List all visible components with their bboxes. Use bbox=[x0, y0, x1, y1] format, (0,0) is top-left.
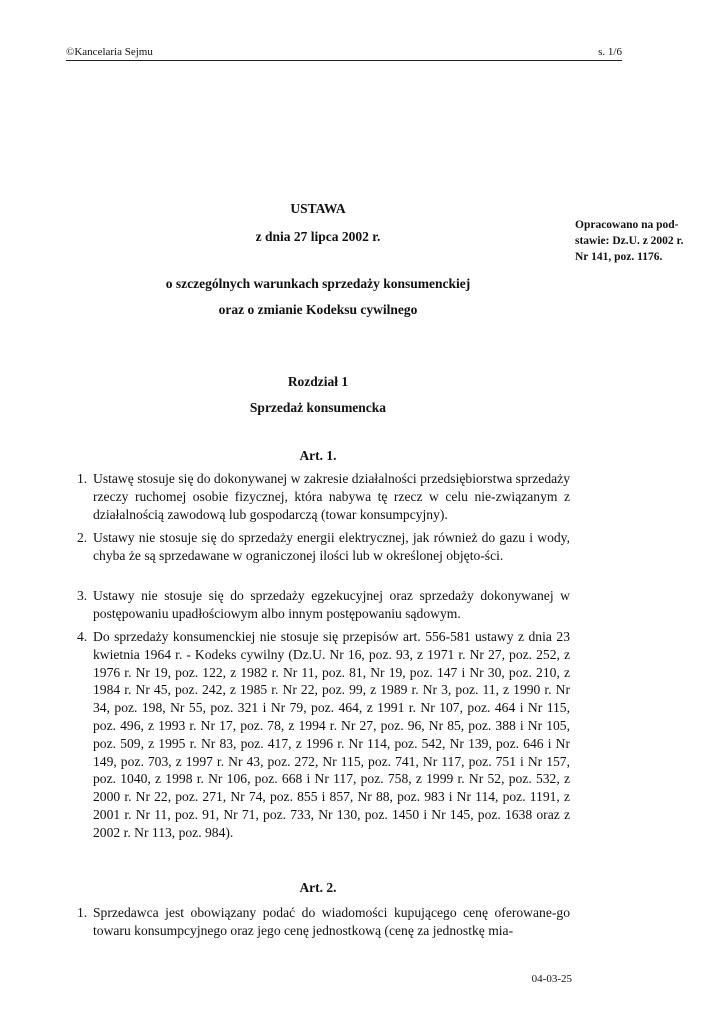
article-1-heading: Art. 1. bbox=[299, 448, 337, 463]
footer-date: 04-03-25 bbox=[531, 973, 572, 985]
act-subject-line1: o szczególnych warunkach sprzedaży konsumenckiej bbox=[165, 276, 471, 291]
act-subject-line2: oraz o zmianie Kodeksu cywilnego bbox=[218, 302, 418, 317]
act-date: z dnia 27 lipca 2002 r. bbox=[255, 229, 381, 244]
article-2-heading: Art. 2. bbox=[299, 880, 337, 895]
page-header bbox=[66, 46, 622, 61]
chapter-name: Sprzedaż konsumencka bbox=[249, 400, 387, 415]
article-1-paragraph-4 bbox=[66, 628, 570, 842]
act-title: USTAWA bbox=[290, 201, 346, 216]
paragraph-text: Ustawy nie stosuje się do sprzedaży egzekucyjnej oraz sprzedaży dokonywanej w postępowaniu upadłościowym albo innym postępowaniu sądowym. bbox=[93, 588, 570, 621]
paragraph-text: Do sprzedaży konsumenckiej nie stosuje się przepisów art. 556-581 ustawy z dnia 23 kwietnia 1964 r. - Kodeks cywilny (Dz.U. Nr 16, poz. 93, z 1971 r. Nr 27, poz. 252, z 1976 r. Nr 19, poz. 122, z 1982 r. Nr 11, poz. 81, Nr 19, poz. 147 i Nr 30, poz. 210, z 1984 r. Nr 45, poz. 242, z 1985 r. Nr 22, poz. 99, z 1989 r. Nr 3, poz. 11, z 1990 r. Nr 34, poz. 198, Nr 55, poz. 321 i Nr 79, poz. 464, z 1991 r. Nr 107, poz. 464 i Nr 115, poz. 496, z 1993 r. Nr 17, poz. 78, z 1994 r. Nr 27, poz. 96, Nr 85, poz. 388 i Nr 105, poz. 509, z 1995 r. Nr 83, poz. 417, z 1996 r. Nr 114, poz. 542, Nr 139, poz. 646 i Nr 149, poz. 703, z 1997 r. Nr 43, poz. 272, Nr 115, poz. 741, Nr 117, poz. 751 i Nr 157, poz. 1040, z 1998 r. Nr 106, poz. 668 i Nr 117, poz. 758, z 1999 r. Nr 52, poz. 532, z 2000 r. Nr 22, poz. 271, Nr 74, poz. 855 i 857, Nr 88, poz. 983 i Nr 114, poz. 1191, z 2001 r. Nr 11, poz. 91, Nr 71, poz. 733, Nr 130, poz. 1450 i Nr 145, poz. 1638 oraz z 2002 r. Nr 113, poz. 984). bbox=[93, 629, 570, 840]
article-1-paragraph-1 bbox=[66, 470, 570, 523]
paragraph-text: Sprzedawca jest obowiązany podać do wiadomości kupującego cenę oferowane-go towaru konsumpcyjnego oraz jego cenę jednostkową (cenę za jednostkę mia- bbox=[93, 905, 570, 938]
paragraph-number: 1. bbox=[77, 905, 88, 920]
article-1-paragraph-2 bbox=[66, 529, 570, 565]
paragraph-number: 1. bbox=[77, 471, 88, 486]
article-1-paragraph-3 bbox=[66, 587, 570, 623]
paragraph-number: 4. bbox=[77, 629, 88, 644]
chapter-number: Rozdział 1 bbox=[287, 374, 349, 389]
paragraph-number: 3. bbox=[77, 588, 88, 603]
paragraph-number: 2. bbox=[77, 530, 88, 545]
article-2-paragraph-1 bbox=[66, 904, 570, 940]
paragraph-text: Ustawę stosuje się do dokonywanej w zakresie działalności przedsiębiorstwa sprzedaży rzeczy ruchomej osobie fizycznej, która nabywa tę rzecz w celu nie-związanym z działalnością zawodową lub gospodarczą (towar konsumpcyjny). bbox=[93, 471, 570, 522]
paragraph-text: Ustawy nie stosuje się do sprzedaży energii elektrycznej, jak również do gazu i wody, chyba że są sprzedawane w ograniczonej ilości lub w określonej objęto-ści. bbox=[93, 530, 570, 563]
publisher-label: ©Kancelaria Sejmu bbox=[66, 46, 153, 58]
source-note: Opracowano na pod-stawie: Dz.U. z 2002 r. Nr 141, poz. 1176. bbox=[575, 219, 684, 263]
page-number: s. 1/6 bbox=[598, 46, 622, 58]
